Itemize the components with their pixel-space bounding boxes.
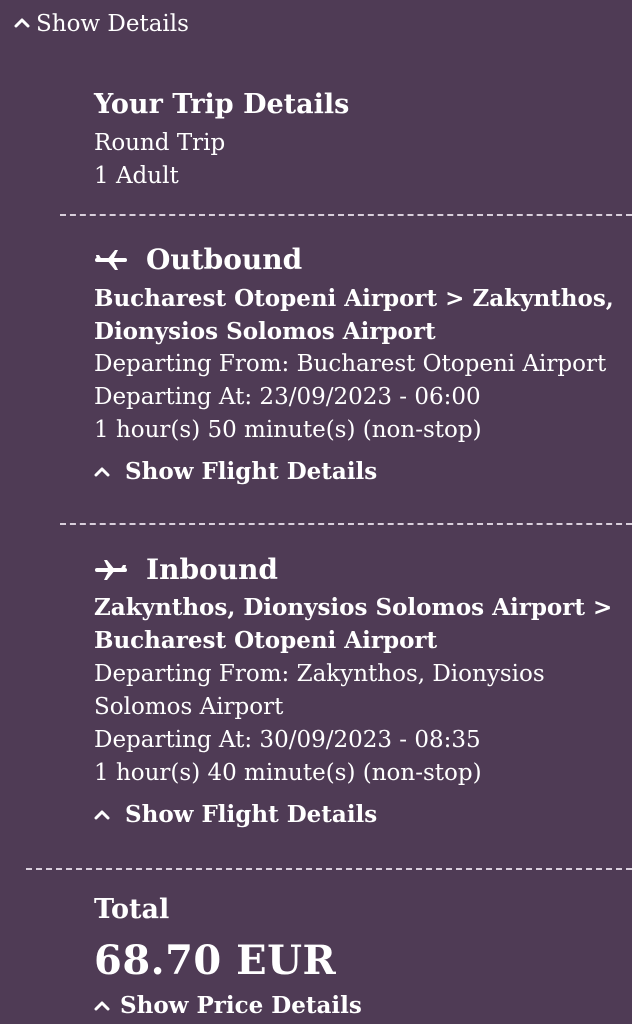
chevron-up-icon: [94, 464, 110, 480]
inbound-title: Inbound: [146, 553, 279, 586]
plane-outbound-icon: [94, 247, 128, 273]
total-label: Total: [94, 894, 170, 925]
divider: [60, 523, 632, 525]
inbound-departing-from-line2: Solomos Airport: [94, 694, 284, 720]
total-price: 68.70 EUR: [94, 937, 337, 984]
chevron-up-icon: [94, 998, 110, 1014]
chevron-up-icon: [94, 807, 110, 823]
divider: [60, 214, 632, 216]
inbound-show-flight-details-link[interactable]: [94, 801, 377, 828]
divider: [26, 868, 632, 870]
outbound-title: Outbound: [146, 243, 303, 276]
plane-inbound-icon: [94, 557, 128, 583]
show-details-toggle[interactable]: [14, 8, 189, 40]
inbound-duration: 1 hour(s) 40 minute(s) (non-stop): [94, 760, 482, 786]
inbound-route-line1: Zakynthos, Dionysios Solomos Airport >: [94, 594, 613, 621]
chevron-up-icon: [14, 15, 30, 31]
trip-details-title: Your Trip Details: [94, 89, 350, 120]
inbound-header: [94, 553, 278, 586]
inbound-departing-at: Departing At: 30/09/2023 - 08:35: [94, 727, 481, 753]
show-details-label: Show Details: [36, 11, 189, 37]
outbound-route-line2: Dionysios Solomos Airport: [94, 318, 436, 345]
outbound-duration: 1 hour(s) 50 minute(s) (non-stop): [94, 417, 482, 443]
show-price-details-link[interactable]: [94, 992, 362, 1019]
outbound-departing-at: Departing At: 23/09/2023 - 06:00: [94, 384, 481, 410]
inbound-route-line2: Bucharest Otopeni Airport: [94, 627, 438, 654]
trip-type: Round Trip: [94, 130, 226, 156]
outbound-route-line1: Bucharest Otopeni Airport > Zakynthos,: [94, 285, 614, 312]
show-price-details-label: Show Price Details: [120, 992, 362, 1019]
outbound-show-flight-details-link[interactable]: [94, 458, 377, 485]
trip-passengers: 1 Adult: [94, 163, 179, 189]
inbound-departing-from-line1: Departing From: Zakynthos, Dionysios: [94, 661, 545, 687]
outbound-show-flight-details-label: Show Flight Details: [125, 458, 378, 485]
outbound-departing-from: Departing From: Bucharest Otopeni Airport: [94, 351, 607, 377]
outbound-header: [94, 243, 302, 276]
inbound-show-flight-details-label: Show Flight Details: [125, 801, 378, 828]
